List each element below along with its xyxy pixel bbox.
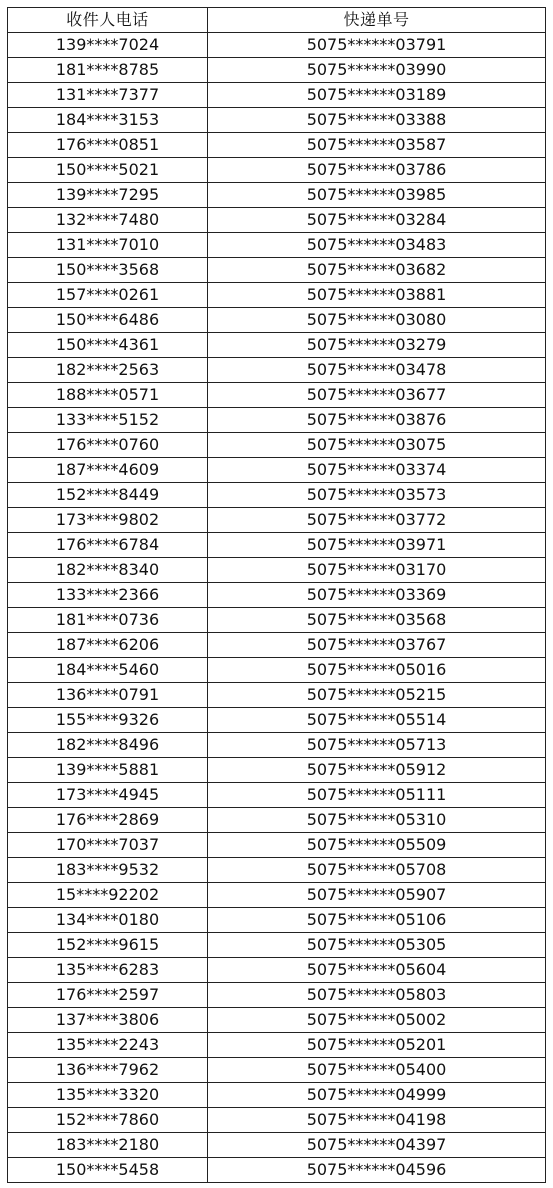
table-row xyxy=(8,683,546,708)
tracking-number-cell: 5075******03587 xyxy=(208,133,546,158)
tracking-number-cell: 5075******03573 xyxy=(208,483,546,508)
recipient-phone-cell: 188****0571 xyxy=(8,383,208,408)
table-row xyxy=(8,783,546,808)
tracking-number-cell: 5075******05509 xyxy=(208,833,546,858)
recipient-phone-cell: 133****5152 xyxy=(8,408,208,433)
recipient-phone-cell: 136****7962 xyxy=(8,1058,208,1083)
table-row xyxy=(8,858,546,883)
tracking-number-cell: 5075******03075 xyxy=(208,433,546,458)
table-row xyxy=(8,133,546,158)
header-row xyxy=(8,8,546,33)
table-row xyxy=(8,758,546,783)
tracking-number-cell: 5075******03374 xyxy=(208,458,546,483)
tracking-sheet xyxy=(7,7,545,1183)
recipient-phone-cell: 139****7295 xyxy=(8,183,208,208)
recipient-phone-cell: 150****4361 xyxy=(8,333,208,358)
tracking-number-cell: 5075******03483 xyxy=(208,233,546,258)
tracking-number-cell: 5075******03568 xyxy=(208,608,546,633)
tracking-number-cell: 5075******03388 xyxy=(208,108,546,133)
recipient-phone-cell: 183****9532 xyxy=(8,858,208,883)
table-row xyxy=(8,458,546,483)
table-row xyxy=(8,708,546,733)
recipient-phone-cell: 152****9615 xyxy=(8,933,208,958)
table-row xyxy=(8,1158,546,1183)
recipient-phone-cell: 139****7024 xyxy=(8,33,208,58)
recipient-phone-cell: 150****3568 xyxy=(8,258,208,283)
recipient-phone-cell: 131****7010 xyxy=(8,233,208,258)
recipient-phone-cell: 150****5458 xyxy=(8,1158,208,1183)
recipient-phone-cell: 181****8785 xyxy=(8,58,208,83)
tracking-number-cell: 5075******03189 xyxy=(208,83,546,108)
tracking-number-cell: 5075******05803 xyxy=(208,983,546,1008)
tracking-number-cell: 5075******03080 xyxy=(208,308,546,333)
table-row xyxy=(8,83,546,108)
tracking-number-cell: 5075******05305 xyxy=(208,933,546,958)
recipient-phone-cell: 176****0851 xyxy=(8,133,208,158)
tracking-number-cell: 5075******05907 xyxy=(208,883,546,908)
table-row xyxy=(8,583,546,608)
table-row xyxy=(8,1008,546,1033)
recipient-phone-cell: 137****3806 xyxy=(8,1008,208,1033)
table-row xyxy=(8,1133,546,1158)
table-row xyxy=(8,883,546,908)
table-row xyxy=(8,433,546,458)
table-row xyxy=(8,358,546,383)
tracking-number-cell: 5075******03791 xyxy=(208,33,546,58)
table-row xyxy=(8,608,546,633)
tracking-number-cell: 5075******05111 xyxy=(208,783,546,808)
shipment-table xyxy=(7,7,546,1183)
tracking-number-cell: 5075******04999 xyxy=(208,1083,546,1108)
recipient-phone-cell: 181****0736 xyxy=(8,608,208,633)
table-row xyxy=(8,233,546,258)
tracking-number-cell: 5075******03876 xyxy=(208,408,546,433)
tracking-number-cell: 5075******03284 xyxy=(208,208,546,233)
tracking-number-cell: 5075******03881 xyxy=(208,283,546,308)
recipient-phone-cell: 135****2243 xyxy=(8,1033,208,1058)
tracking-number-cell: 5075******03971 xyxy=(208,533,546,558)
recipient-phone-cell: 131****7377 xyxy=(8,83,208,108)
tracking-number-cell: 5075******05912 xyxy=(208,758,546,783)
table-row xyxy=(8,958,546,983)
recipient-phone-cell: 182****8340 xyxy=(8,558,208,583)
tracking-number-cell: 5075******05708 xyxy=(208,858,546,883)
recipient-phone-cell: 182****2563 xyxy=(8,358,208,383)
table-row xyxy=(8,483,546,508)
tracking-number-cell: 5075******03990 xyxy=(208,58,546,83)
recipient-phone-cell: 15****92202 xyxy=(8,883,208,908)
table-row xyxy=(8,283,546,308)
tracking-number-cell: 5075******05016 xyxy=(208,658,546,683)
tracking-number-cell: 5075******05215 xyxy=(208,683,546,708)
table-row xyxy=(8,383,546,408)
recipient-phone-cell: 173****9802 xyxy=(8,508,208,533)
tracking-number-cell: 5075******03478 xyxy=(208,358,546,383)
recipient-phone-cell: 182****8496 xyxy=(8,733,208,758)
tracking-number-cell: 5075******03279 xyxy=(208,333,546,358)
tracking-number-cell: 5075******05514 xyxy=(208,708,546,733)
table-row xyxy=(8,208,546,233)
table-row xyxy=(8,908,546,933)
table-row xyxy=(8,533,546,558)
recipient-phone-cell: 132****7480 xyxy=(8,208,208,233)
tracking-number-cell: 5075******03985 xyxy=(208,183,546,208)
recipient-phone-cell: 173****4945 xyxy=(8,783,208,808)
table-row xyxy=(8,1083,546,1108)
table-row xyxy=(8,308,546,333)
table-row xyxy=(8,833,546,858)
tracking-number-cell: 5075******05002 xyxy=(208,1008,546,1033)
tracking-number-cell: 5075******05713 xyxy=(208,733,546,758)
table-row xyxy=(8,558,546,583)
table-row xyxy=(8,633,546,658)
table-row xyxy=(8,1058,546,1083)
table-row xyxy=(8,1033,546,1058)
recipient-phone-cell: 176****6784 xyxy=(8,533,208,558)
recipient-phone-cell: 157****0261 xyxy=(8,283,208,308)
table-row xyxy=(8,983,546,1008)
recipient-phone-cell: 176****0760 xyxy=(8,433,208,458)
table-row xyxy=(8,733,546,758)
table-row xyxy=(8,108,546,133)
recipient-phone-cell: 150****6486 xyxy=(8,308,208,333)
recipient-phone-cell: 152****8449 xyxy=(8,483,208,508)
tracking-number-cell: 5075******04596 xyxy=(208,1158,546,1183)
recipient-phone-cell: 184****5460 xyxy=(8,658,208,683)
table-row xyxy=(8,658,546,683)
recipient-phone-cell: 184****3153 xyxy=(8,108,208,133)
table-row xyxy=(8,183,546,208)
tracking-number-cell: 5075******04198 xyxy=(208,1108,546,1133)
recipient-phone-cell: 152****7860 xyxy=(8,1108,208,1133)
table-row xyxy=(8,33,546,58)
tracking-number-cell: 5075******04397 xyxy=(208,1133,546,1158)
tracking-number-cell: 5075******03772 xyxy=(208,508,546,533)
header-recipient-phone: 收件人电话 xyxy=(8,8,208,33)
recipient-phone-cell: 170****7037 xyxy=(8,833,208,858)
recipient-phone-cell: 183****2180 xyxy=(8,1133,208,1158)
recipient-phone-cell: 187****4609 xyxy=(8,458,208,483)
header-tracking-number: 快递单号 xyxy=(208,8,546,33)
recipient-phone-cell: 135****3320 xyxy=(8,1083,208,1108)
table-row xyxy=(8,258,546,283)
tracking-number-cell: 5075******05106 xyxy=(208,908,546,933)
tracking-number-cell: 5075******05310 xyxy=(208,808,546,833)
tracking-number-cell: 5075******05604 xyxy=(208,958,546,983)
tracking-number-cell: 5075******03369 xyxy=(208,583,546,608)
tracking-number-cell: 5075******03170 xyxy=(208,558,546,583)
recipient-phone-cell: 136****0791 xyxy=(8,683,208,708)
table-row xyxy=(8,808,546,833)
tracking-number-cell: 5075******03677 xyxy=(208,383,546,408)
recipient-phone-cell: 176****2597 xyxy=(8,983,208,1008)
recipient-phone-cell: 133****2366 xyxy=(8,583,208,608)
table-row xyxy=(8,158,546,183)
table-body xyxy=(8,33,546,1183)
table-row xyxy=(8,408,546,433)
tracking-number-cell: 5075******03767 xyxy=(208,633,546,658)
recipient-phone-cell: 155****9326 xyxy=(8,708,208,733)
tracking-number-cell: 5075******05201 xyxy=(208,1033,546,1058)
table-row xyxy=(8,333,546,358)
recipient-phone-cell: 139****5881 xyxy=(8,758,208,783)
tracking-number-cell: 5075******05400 xyxy=(208,1058,546,1083)
recipient-phone-cell: 150****5021 xyxy=(8,158,208,183)
table-row xyxy=(8,58,546,83)
recipient-phone-cell: 135****6283 xyxy=(8,958,208,983)
recipient-phone-cell: 187****6206 xyxy=(8,633,208,658)
recipient-phone-cell: 134****0180 xyxy=(8,908,208,933)
tracking-number-cell: 5075******03786 xyxy=(208,158,546,183)
tracking-number-cell: 5075******03682 xyxy=(208,258,546,283)
table-row xyxy=(8,1108,546,1133)
table-row xyxy=(8,933,546,958)
table-row xyxy=(8,508,546,533)
recipient-phone-cell: 176****2869 xyxy=(8,808,208,833)
